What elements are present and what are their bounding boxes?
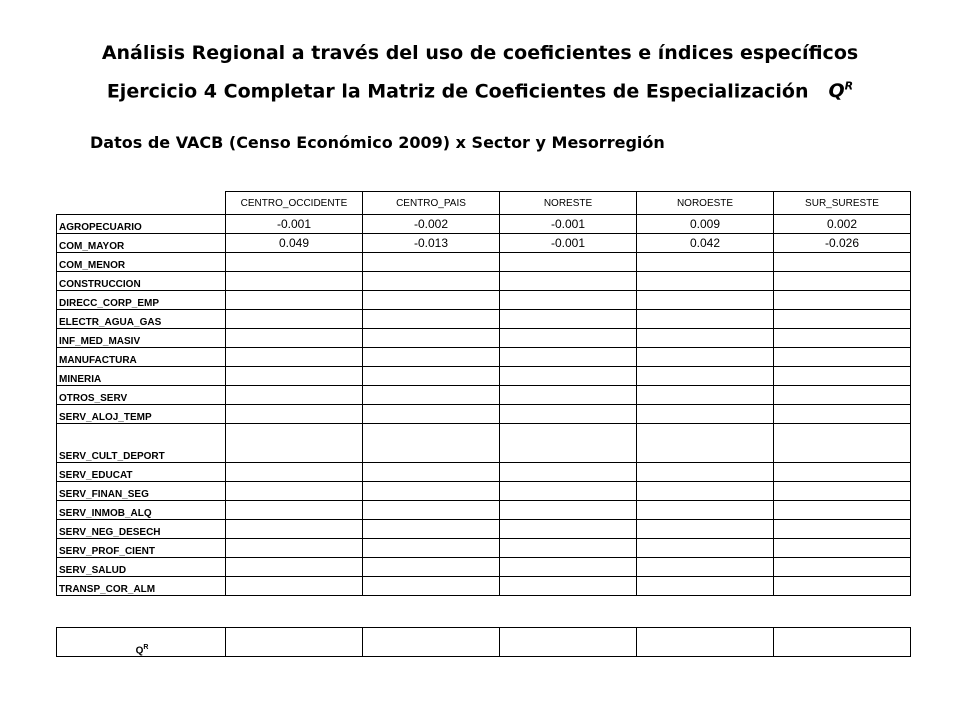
matrix-cell (774, 424, 911, 463)
matrix-cell (774, 539, 911, 558)
matrix-cell (774, 310, 911, 329)
table-row (57, 520, 911, 539)
matrix-cell (500, 386, 637, 405)
matrix-cell (637, 329, 774, 348)
specialization-matrix (56, 191, 911, 596)
matrix-cell (500, 577, 637, 596)
matrix-cell (500, 310, 637, 329)
table-row (57, 215, 911, 234)
matrix-cell (500, 348, 637, 367)
qr-cell (363, 628, 500, 657)
matrix-cell (637, 272, 774, 291)
matrix-cell (363, 405, 500, 424)
matrix-cell (500, 558, 637, 577)
matrix-cell (363, 386, 500, 405)
sector-label: MINERIA (57, 367, 226, 386)
matrix-cell (774, 348, 911, 367)
matrix-cell (774, 272, 911, 291)
sector-label: COM_MENOR (57, 253, 226, 272)
matrix-cell (226, 348, 363, 367)
sector-label: ELECTR_AGUA_GAS (57, 310, 226, 329)
corner-cell (57, 192, 226, 215)
q-superscript: R (844, 80, 854, 93)
header-row (57, 192, 911, 215)
exercise-title: Ejercicio 4 Completar la Matriz de Coeficientes de Especialización (106, 80, 809, 103)
table-row (57, 463, 911, 482)
matrix-cell (774, 520, 911, 539)
sector-label: CONSTRUCCION (57, 272, 226, 291)
column-header: NORESTE (500, 192, 637, 215)
matrix-cell (226, 482, 363, 501)
matrix-cell (774, 329, 911, 348)
matrix-cell: 0.049 (226, 234, 363, 253)
matrix-cell (774, 482, 911, 501)
matrix-cell (500, 272, 637, 291)
table-row (57, 348, 911, 367)
column-header: NOROESTE (637, 192, 774, 215)
table-row (57, 482, 911, 501)
table-row (57, 272, 911, 291)
matrix-cell (637, 539, 774, 558)
matrix-cell (774, 463, 911, 482)
sector-label: SERV_NEG_DESECH (57, 520, 226, 539)
sector-label: COM_MAYOR (57, 234, 226, 253)
column-header: CENTRO_OCCIDENTE (226, 192, 363, 215)
matrix-cell (500, 520, 637, 539)
matrix-cell (637, 291, 774, 310)
sector-label: SERV_FINAN_SEG (57, 482, 226, 501)
matrix-cell (226, 386, 363, 405)
matrix-cell (500, 253, 637, 272)
table-row (57, 234, 911, 253)
qr-superscript: R (143, 643, 149, 651)
matrix-cell (226, 577, 363, 596)
qr-label (57, 628, 226, 657)
matrix-cell (363, 520, 500, 539)
matrix-cell: -0.001 (500, 234, 637, 253)
table-row (57, 386, 911, 405)
sector-label: DIRECC_CORP_EMP (57, 291, 226, 310)
matrix-cell (226, 558, 363, 577)
matrix-cell (500, 329, 637, 348)
sector-label: TRANSP_COR_ALM (57, 577, 226, 596)
sector-label: SERV_INMOB_ALQ (57, 501, 226, 520)
matrix-cell (363, 329, 500, 348)
matrix-cell (226, 405, 363, 424)
matrix-cell (226, 501, 363, 520)
matrix-cell (637, 348, 774, 367)
matrix-cell (774, 386, 911, 405)
matrix-cell (774, 253, 911, 272)
qr-cell (226, 628, 363, 657)
sector-label: SERV_SALUD (57, 558, 226, 577)
matrix-cell (500, 367, 637, 386)
matrix-cell: -0.002 (363, 215, 500, 234)
matrix-cell (363, 348, 500, 367)
column-header: SUR_SURESTE (774, 192, 911, 215)
matrix-cell (774, 291, 911, 310)
matrix-cell: 0.009 (637, 215, 774, 234)
qr-summary-table (56, 627, 911, 657)
matrix-cell: -0.026 (774, 234, 911, 253)
matrix-cell (637, 558, 774, 577)
matrix-body (57, 215, 911, 596)
matrix-cell (637, 501, 774, 520)
data-subtitle: Datos de VACB (Censo Económico 2009) x Sector y Mesorregión (90, 133, 665, 152)
matrix-cell (637, 310, 774, 329)
matrix-cell (500, 405, 637, 424)
matrix-cell: 0.002 (774, 215, 911, 234)
matrix-cell (226, 539, 363, 558)
table-row (57, 577, 911, 596)
matrix-cell: -0.001 (500, 215, 637, 234)
matrix-cell (363, 482, 500, 501)
q-letter: Q (828, 80, 845, 103)
matrix-cell (500, 424, 637, 463)
column-header: CENTRO_PAIS (363, 192, 500, 215)
table-row (57, 424, 911, 463)
table-row (57, 405, 911, 424)
matrix-cell (226, 310, 363, 329)
matrix-cell (363, 291, 500, 310)
matrix-cell (363, 367, 500, 386)
matrix-cell (226, 367, 363, 386)
matrix-cell (637, 424, 774, 463)
table-row (57, 329, 911, 348)
matrix-cell (363, 310, 500, 329)
matrix-cell (363, 253, 500, 272)
matrix-cell (226, 329, 363, 348)
matrix-cell (363, 463, 500, 482)
table-row (57, 501, 911, 520)
matrix-cell (637, 463, 774, 482)
matrix-cell (363, 577, 500, 596)
sector-label: SERV_EDUCAT (57, 463, 226, 482)
matrix-cell (774, 405, 911, 424)
matrix-cell (774, 558, 911, 577)
table-row (57, 367, 911, 386)
page-title: Análisis Regional a través del uso de coeficientes e índices específicos (101, 42, 859, 64)
matrix-cell (500, 463, 637, 482)
matrix-cell (226, 272, 363, 291)
table-row (57, 253, 911, 272)
matrix-cell (226, 253, 363, 272)
table-row (57, 539, 911, 558)
page-subtitle-exercise (0, 73, 960, 105)
matrix-cell (637, 386, 774, 405)
matrix-cell (363, 424, 500, 463)
matrix-cell (637, 253, 774, 272)
qr-cell (774, 628, 911, 657)
matrix-cell (774, 367, 911, 386)
matrix-cell (363, 558, 500, 577)
sector-label: SERV_ALOJ_TEMP (57, 405, 226, 424)
matrix-cell (637, 482, 774, 501)
matrix-cell: -0.001 (226, 215, 363, 234)
sector-label: OTROS_SERV (57, 386, 226, 405)
matrix-cell (500, 482, 637, 501)
matrix-cell (774, 577, 911, 596)
sector-label: AGROPECUARIO (57, 215, 226, 234)
matrix-cell: 0.042 (637, 234, 774, 253)
matrix-cell (500, 539, 637, 558)
sector-label: SERV_CULT_DEPORT (57, 424, 226, 463)
matrix-cell (637, 367, 774, 386)
sector-label: MANUFACTURA (57, 348, 226, 367)
sector-label: SERV_PROF_CIENT (57, 539, 226, 558)
qr-row (57, 628, 911, 657)
matrix-cell (637, 577, 774, 596)
matrix-cell (637, 520, 774, 539)
matrix-cell: -0.013 (363, 234, 500, 253)
matrix-cell (363, 539, 500, 558)
matrix-cell (226, 520, 363, 539)
matrix-cell (226, 291, 363, 310)
table-row (57, 310, 911, 329)
matrix-cell (363, 501, 500, 520)
matrix-cell (637, 405, 774, 424)
sector-label: INF_MED_MASIV (57, 329, 226, 348)
matrix-cell (500, 501, 637, 520)
table-row (57, 291, 911, 310)
matrix-cell (363, 272, 500, 291)
matrix-cell (226, 424, 363, 463)
qr-cell (500, 628, 637, 657)
qr-cell (637, 628, 774, 657)
qr-letter: Q (135, 645, 144, 656)
matrix-cell (500, 291, 637, 310)
matrix-cell (226, 463, 363, 482)
q-symbol (829, 80, 854, 102)
table-row (57, 558, 911, 577)
matrix-cell (774, 501, 911, 520)
